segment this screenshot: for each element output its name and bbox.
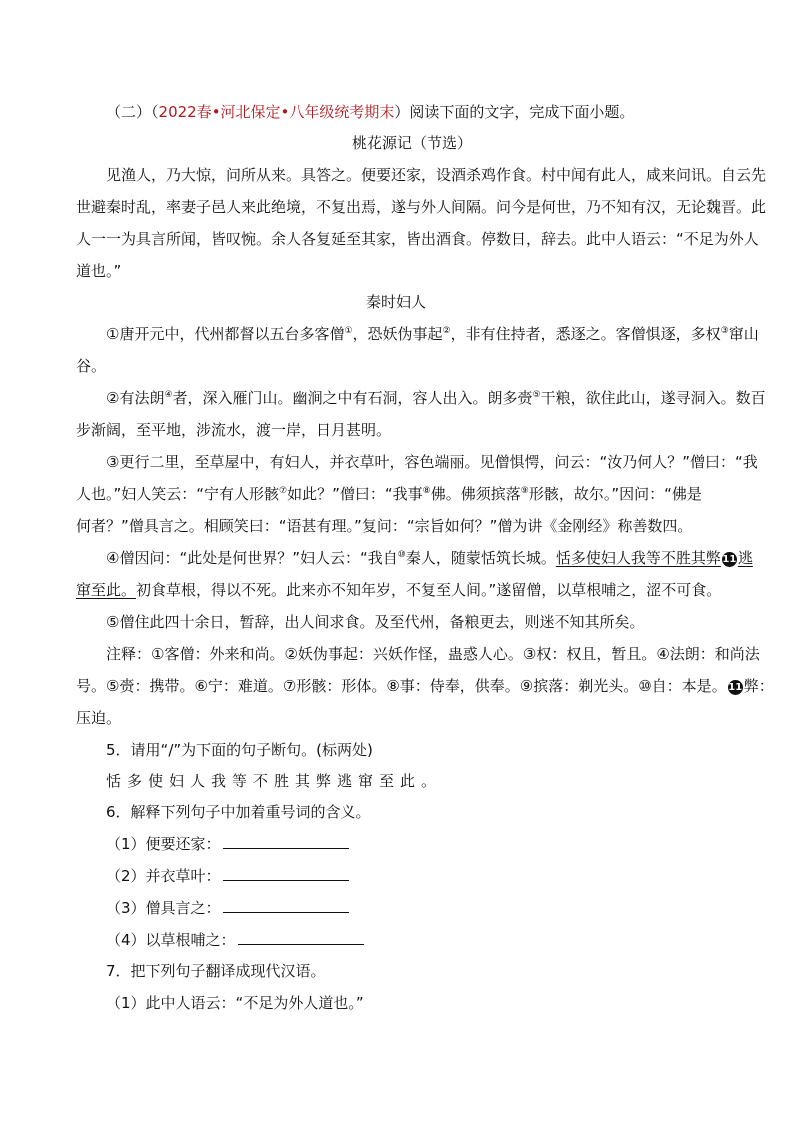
passage2-title: 秦时妇人: [366, 293, 427, 311]
answer-blank[interactable]: [223, 898, 349, 913]
notes: 注释：①客僧：外来和尚。②妖伪事起：兴妖作怪，蛊惑人心。③权：权且，暂且。④法朗：和尚法: [106, 645, 760, 663]
question-7: 7．把下列句子翻译成现代汉语。: [106, 962, 326, 980]
notes-cont: 号。⑤赍：携带。⑥宁：难道。⑦形骸：形体。⑧事：侍奉，供奉。⑨摈落：剃光头。⑩自：本是。 11 弊：: [76, 677, 774, 695]
question-5-sentence: 恬多使妇人我等不胜其弊逃窜至此。: [106, 772, 443, 790]
passage1-title: 桃花源记（节选）: [352, 134, 473, 152]
section-header: （二）（2022春•河北保定•八年级统考期末）阅读下面的文字，完成下面小题。: [106, 103, 635, 121]
footnote-11-marker: 11: [722, 554, 737, 565]
passage1-line: 世避秦时乱，率妻子邑人来此绝境，不复出焉，遂与外人间隔。问今是何世，乃不知有汉，无论魏晋。此: [76, 198, 767, 216]
question-6-item: （3）僧具言之：: [106, 898, 349, 918]
paragraph-3: ③更行二里，至草屋中，有妇人，并衣草叶，容色端丽。见僧惧愕，问云：“汝乃何人？”僧曰：“我: [106, 453, 758, 471]
question-6-item: （4）以草根哺之：: [106, 930, 364, 950]
paragraph-4: ④僧因问：“此处是何世界？”妇人云：“我自⑩秦人，随蒙恬筑长城。恬多使妇人我等不胜其弊 11 逃: [106, 549, 753, 567]
question-5: 5．请用“/”为下面的句子断句。(标两处): [106, 741, 373, 759]
question-7-item: （1）此中人语云：“不足为外人道也。”: [106, 994, 364, 1012]
question-6-item: （2）并衣草叶：: [106, 866, 349, 886]
answer-blank[interactable]: [238, 930, 364, 945]
question-6-item: （1）便要还家：: [106, 834, 349, 854]
question-6: 6．解释下列句子中加着重号词的含义。: [106, 803, 371, 821]
paragraph-1: ①唐开元中，代州都督以五台多客僧①，恐妖伪事起②，非有住持者，悉逐之。客僧惧逐，多权③窜山: [106, 325, 759, 343]
paragraph-2-cont: 步渐阔，至平地，涉流水，渡一岸，日月甚明。: [76, 421, 392, 439]
footnote-11-marker: 11: [728, 682, 743, 693]
answer-blank[interactable]: [223, 866, 349, 881]
answer-blank[interactable]: [223, 834, 349, 849]
paragraph-2: ②有法朗④者，深入雁门山。幽涧之中有石洞，容人出入。朗多赍⑤干粮，欲住此山，遂寻洞入。数百: [106, 389, 766, 407]
notes-cont: 压迫。: [76, 709, 122, 727]
paragraph-1-cont: 谷。: [76, 357, 107, 375]
underlined-sentence: 恬多使妇人我等不胜其弊: [555, 549, 721, 567]
passage1-line: 道也。”: [76, 262, 122, 280]
passage1-line: 人一一为具言所闻，皆叹惋。余人各复延至其家，皆出酒食。停数日，辞去。此中人语云：“不足为外人: [76, 230, 759, 248]
paragraph-3-cont: 何者？”僧具言之。相顾笑曰：“语甚有理。”复问：“宗旨如何？”僧为讲《金刚经》称善数四。: [76, 517, 693, 535]
source-tag: 2022春•河北保定•八年级统考期末: [158, 103, 395, 121]
paragraph-5: ⑤僧住此四十余日，暂辞，出人间求食。及至代州，备粮更去，则迷不知其所矣。: [106, 613, 645, 631]
paragraph-3-cont: 人也。”妇人笑云：“宁有人形骸⑦如此？”僧曰：“我事⑧佛。佛须摈落⑨形骸，故尔。”因问：“佛是: [76, 485, 702, 503]
paragraph-4-cont: 窜至此。初食草根，得以不死。此来亦不知年岁，不复至人间。”遂留僧，以草根哺之，涩不可食。: [76, 581, 722, 599]
passage1-line: 见渔人，乃大惊，问所从来。具答之。便要还家，设酒杀鸡作食。村中闻有此人，咸来问讯。自云先: [106, 166, 767, 184]
